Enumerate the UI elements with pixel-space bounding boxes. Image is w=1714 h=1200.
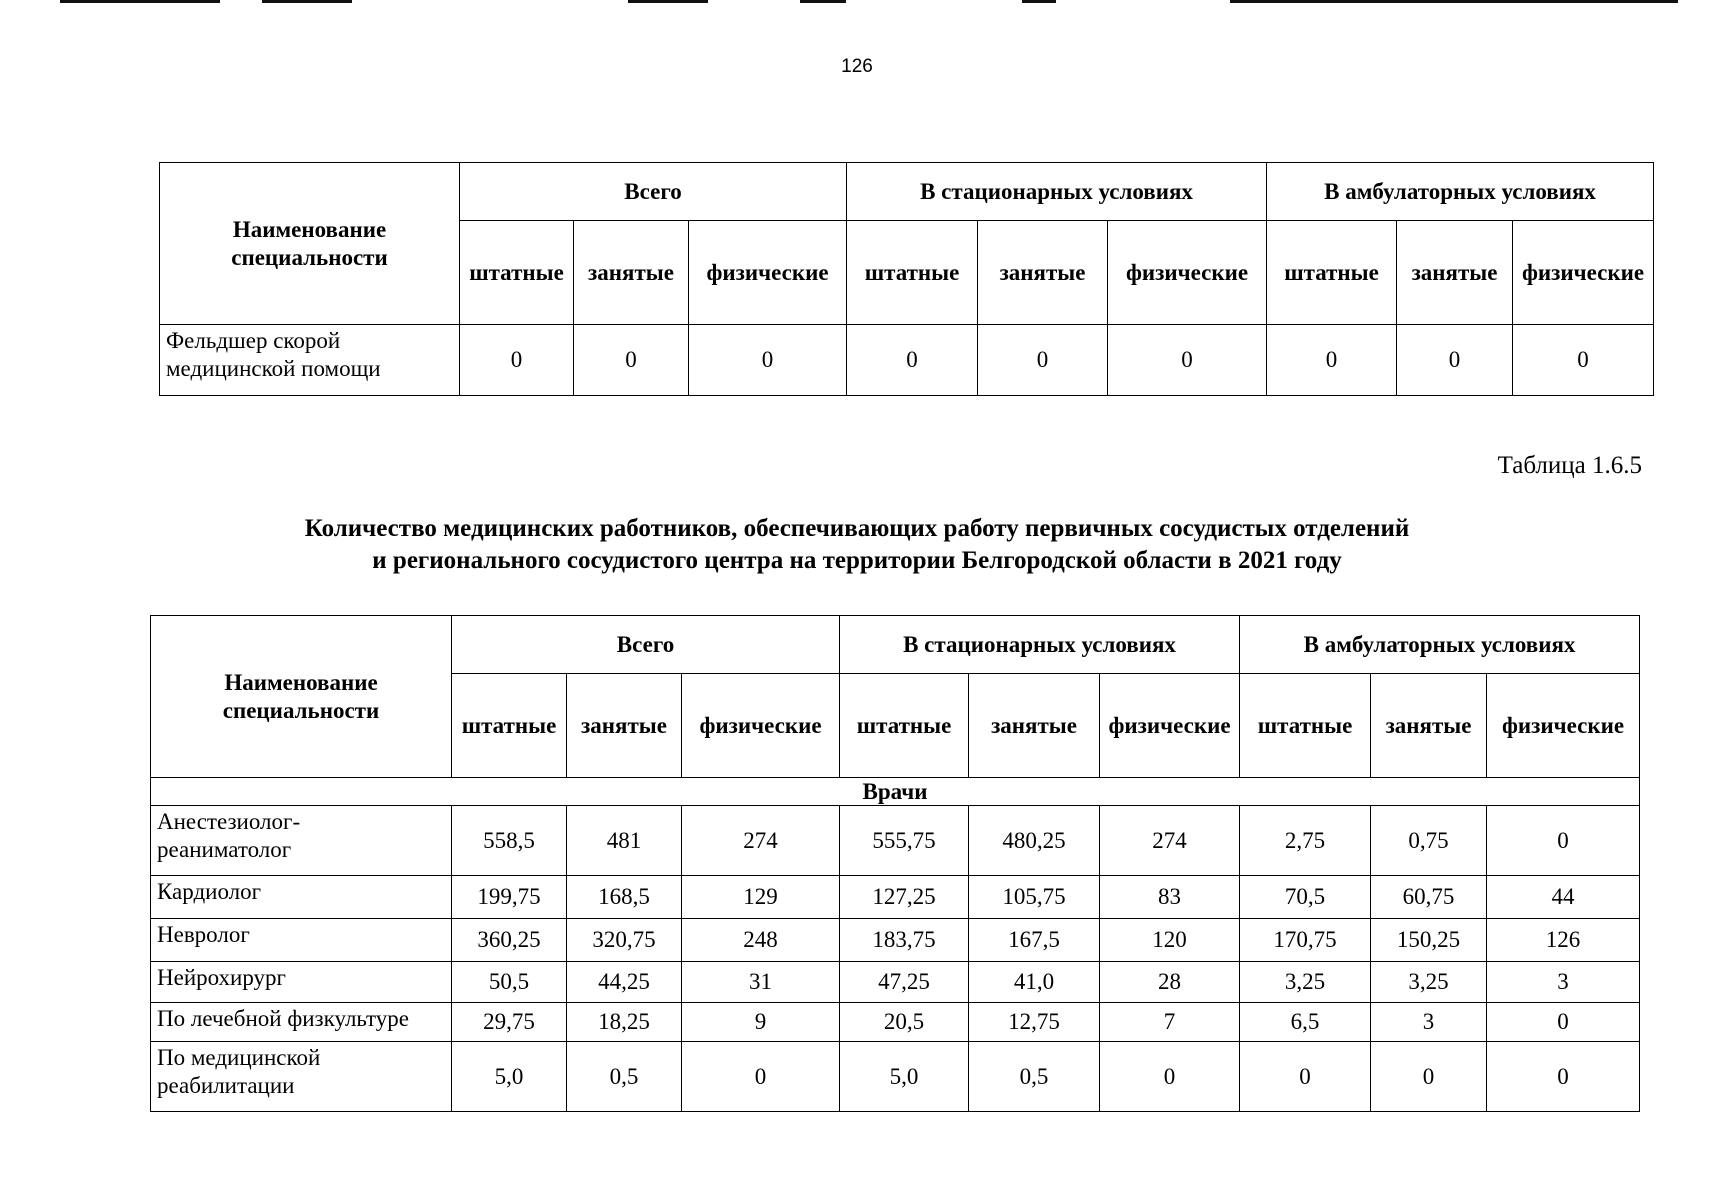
header-occupied: занятые <box>1397 221 1513 325</box>
header-group-total: Всего <box>452 616 840 674</box>
table-row <box>151 806 1640 876</box>
table-row <box>151 1003 1640 1042</box>
value-cell: 150,25 <box>1371 919 1487 962</box>
value-cell: 3 <box>1371 1003 1487 1042</box>
specialty-name: Невролог <box>151 919 452 962</box>
specialty-name: Анестезиолог-реаниматолог <box>151 806 452 876</box>
value-cell: 3,25 <box>1240 962 1371 1003</box>
table-row <box>151 1042 1640 1112</box>
value-cell: 0 <box>1513 325 1654 396</box>
header-occupied: занятые <box>567 674 682 778</box>
header-physical: физические <box>689 221 847 325</box>
header-group-outpatient: В амбулаторных условиях <box>1267 163 1654 221</box>
specialty-name: По медицинской реабилитации <box>151 1042 452 1112</box>
table-title-line: Количество медицинских работников, обеспечивающих работу первичных сосудистых отделений <box>304 515 1410 542</box>
value-cell: 199,75 <box>452 876 567 919</box>
value-cell: 558,5 <box>452 806 567 876</box>
value-cell: 555,75 <box>840 806 969 876</box>
table-row <box>151 962 1640 1003</box>
table-top <box>159 162 1654 396</box>
value-cell: 6,5 <box>1240 1003 1371 1042</box>
table-main <box>150 615 1640 1112</box>
value-cell: 0 <box>978 325 1108 396</box>
page-number: 126 <box>841 56 873 77</box>
value-cell: 7 <box>1100 1003 1240 1042</box>
value-cell: 120 <box>1100 919 1240 962</box>
header-staff: штатные <box>847 221 978 325</box>
header-occupied: занятые <box>1371 674 1487 778</box>
value-cell: 170,75 <box>1240 919 1371 962</box>
value-cell: 0 <box>460 325 574 396</box>
scan-mark <box>262 0 352 3</box>
scan-mark <box>60 0 220 3</box>
header-physical: физические <box>1487 674 1640 778</box>
value-cell: 44,25 <box>567 962 682 1003</box>
table-row <box>151 919 1640 962</box>
section-label: Врачи <box>151 778 1640 806</box>
value-cell: 41,0 <box>969 962 1100 1003</box>
value-cell: 5,0 <box>452 1042 567 1112</box>
specialty-name: Кардиолог <box>151 876 452 919</box>
value-cell: 0 <box>1397 325 1513 396</box>
header-staff: штатные <box>840 674 969 778</box>
value-cell: 248 <box>682 919 840 962</box>
value-cell: 0 <box>1108 325 1267 396</box>
header-group-inpatient: В стационарных условиях <box>840 616 1240 674</box>
scan-mark <box>1022 0 1056 3</box>
table-row <box>151 876 1640 919</box>
value-cell: 168,5 <box>567 876 682 919</box>
value-cell: 60,75 <box>1371 876 1487 919</box>
header-group-total: Всего <box>460 163 847 221</box>
value-cell: 44 <box>1487 876 1640 919</box>
value-cell: 360,25 <box>452 919 567 962</box>
value-cell: 127,25 <box>840 876 969 919</box>
value-cell: 0 <box>1487 1042 1640 1112</box>
value-cell: 12,75 <box>969 1003 1100 1042</box>
value-cell: 274 <box>1100 806 1240 876</box>
scan-mark <box>800 0 846 3</box>
value-cell: 2,75 <box>1240 806 1371 876</box>
header-physical: физические <box>1108 221 1267 325</box>
value-cell: 0 <box>574 325 689 396</box>
header-staff: штатные <box>452 674 567 778</box>
value-cell: 126 <box>1487 919 1640 962</box>
header-physical: физические <box>1100 674 1240 778</box>
value-cell: 31 <box>682 962 840 1003</box>
value-cell: 0,5 <box>969 1042 1100 1112</box>
value-cell: 320,75 <box>567 919 682 962</box>
value-cell: 0 <box>1267 325 1397 396</box>
value-cell: 29,75 <box>452 1003 567 1042</box>
header-group-inpatient: В стационарных условиях <box>847 163 1267 221</box>
value-cell: 0,5 <box>567 1042 682 1112</box>
header-specialty: Наименование специальности <box>160 163 460 325</box>
value-cell: 129 <box>682 876 840 919</box>
value-cell: 0 <box>1100 1042 1240 1112</box>
header-occupied: занятые <box>969 674 1100 778</box>
value-cell: 0,75 <box>1371 806 1487 876</box>
header-occupied: занятые <box>978 221 1108 325</box>
header-occupied: занятые <box>574 221 689 325</box>
value-cell: 105,75 <box>969 876 1100 919</box>
header-group-outpatient: В амбулаторных условиях <box>1240 616 1640 674</box>
header-staff: штатные <box>1267 221 1397 325</box>
value-cell: 50,5 <box>452 962 567 1003</box>
value-cell: 0 <box>1371 1042 1487 1112</box>
specialty-name: По лечебной физкультуре <box>151 1003 452 1042</box>
value-cell: 47,25 <box>840 962 969 1003</box>
value-cell: 480,25 <box>969 806 1100 876</box>
value-cell: 70,5 <box>1240 876 1371 919</box>
table-row <box>160 325 1654 396</box>
header-staff: штатные <box>460 221 574 325</box>
value-cell: 0 <box>1487 1003 1640 1042</box>
value-cell: 20,5 <box>840 1003 969 1042</box>
value-cell: 28 <box>1100 962 1240 1003</box>
value-cell: 3,25 <box>1371 962 1487 1003</box>
value-cell: 0 <box>847 325 978 396</box>
table-title <box>0 513 1714 577</box>
value-cell: 0 <box>682 1042 840 1112</box>
value-cell: 274 <box>682 806 840 876</box>
value-cell: 0 <box>689 325 847 396</box>
value-cell: 167,5 <box>969 919 1100 962</box>
table-label: Таблица 1.6.5 <box>1497 452 1642 479</box>
value-cell: 9 <box>682 1003 840 1042</box>
value-cell: 183,75 <box>840 919 969 962</box>
header-staff: штатные <box>1240 674 1371 778</box>
value-cell: 3 <box>1487 962 1640 1003</box>
value-cell: 481 <box>567 806 682 876</box>
value-cell: 83 <box>1100 876 1240 919</box>
specialty-name: Фельдшер скорой медицинской помощи <box>160 325 460 396</box>
value-cell: 0 <box>1240 1042 1371 1112</box>
header-physical: физические <box>682 674 840 778</box>
value-cell: 5,0 <box>840 1042 969 1112</box>
scan-mark <box>628 0 708 3</box>
header-physical: физические <box>1513 221 1654 325</box>
value-cell: 0 <box>1487 806 1640 876</box>
header-specialty: Наименование специальности <box>151 616 452 778</box>
specialty-name: Нейрохирург <box>151 962 452 1003</box>
value-cell: 18,25 <box>567 1003 682 1042</box>
scan-mark <box>1258 0 1678 3</box>
table-title-line: и регионального сосудистого центра на территории Белгородской области в 2021 году <box>372 547 1342 574</box>
